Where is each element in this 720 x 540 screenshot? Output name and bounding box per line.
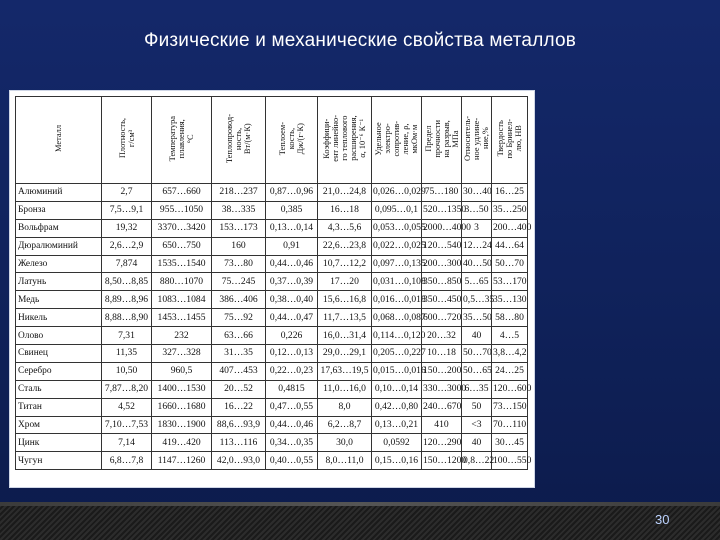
table-row — [16, 327, 528, 345]
value-cell: 1400…1530 — [152, 380, 212, 398]
header-label: Удельное электро- сопротив- ление, ρ, мкОм·м — [374, 120, 419, 157]
value-cell: 0,0592 — [372, 434, 422, 452]
value-cell: 11,0…16,0 — [318, 380, 372, 398]
value-cell: 16…18 — [318, 201, 372, 219]
value-cell: 7,31 — [102, 327, 152, 345]
value-cell: 53…170 — [492, 273, 528, 291]
header-cell — [318, 97, 372, 184]
value-cell: 19,32 — [102, 219, 152, 237]
value-cell: 350…450 — [422, 291, 462, 309]
value-cell: 3…50 — [462, 201, 492, 219]
value-cell: 150…200 — [422, 362, 462, 380]
value-cell: 386…406 — [212, 291, 266, 309]
value-cell: <3 — [462, 416, 492, 434]
value-cell: 657…660 — [152, 184, 212, 202]
header-cell — [212, 97, 266, 184]
value-cell: 0,44…0,46 — [266, 416, 318, 434]
value-cell: 0,34…0,35 — [266, 434, 318, 452]
value-cell: 410 — [422, 416, 462, 434]
value-cell: 7,874 — [102, 255, 152, 273]
value-cell: 35…130 — [492, 291, 528, 309]
value-cell: 75…180 — [422, 184, 462, 202]
metal-name-cell: Хром — [16, 416, 102, 434]
value-cell: 0,205…0,227 — [372, 345, 422, 363]
value-cell: 0,068…0,087 — [372, 309, 422, 327]
value-cell: 21,0…24,8 — [318, 184, 372, 202]
value-cell: 8,0 — [318, 398, 372, 416]
value-cell: 120…600 — [492, 380, 528, 398]
value-cell: 50 — [462, 398, 492, 416]
value-cell: 0,097…0,135 — [372, 255, 422, 273]
header-cell — [462, 97, 492, 184]
value-cell: 44…64 — [492, 237, 528, 255]
value-cell: 327…328 — [152, 345, 212, 363]
value-cell: 0,44…0,47 — [266, 309, 318, 327]
metal-name-cell: Цинк — [16, 434, 102, 452]
value-cell: 0,095…0,1 — [372, 201, 422, 219]
value-cell: 0,385 — [266, 201, 318, 219]
value-cell: 1453…1455 — [152, 309, 212, 327]
value-cell: 8,50…8,85 — [102, 273, 152, 291]
table-row — [16, 416, 528, 434]
header-label: Коэффици- ент линейно- го теплового расширения, α, 10⁻⁶ К⁻¹ — [322, 115, 367, 162]
value-cell: 407…453 — [212, 362, 266, 380]
metal-name-cell: Сталь — [16, 380, 102, 398]
value-cell: 70…110 — [492, 416, 528, 434]
metal-name-cell: Бронза — [16, 201, 102, 219]
table-row — [16, 362, 528, 380]
header-cell — [266, 97, 318, 184]
value-cell: 50…65 — [462, 362, 492, 380]
value-cell: 58…80 — [492, 309, 528, 327]
table-row — [16, 309, 528, 327]
metal-properties-table — [15, 96, 532, 470]
value-cell: 200…300 — [422, 255, 462, 273]
value-cell: 0,22…0,23 — [266, 362, 318, 380]
metal-name-cell: Железо — [16, 255, 102, 273]
value-cell: 120…540 — [422, 237, 462, 255]
value-cell: 50…70 — [492, 255, 528, 273]
value-cell: 40…50 — [462, 255, 492, 273]
value-cell: 4…5 — [492, 327, 528, 345]
value-cell: 8,89…8,96 — [102, 291, 152, 309]
value-cell: 419…420 — [152, 434, 212, 452]
value-cell: 0,053…0,055 — [372, 219, 422, 237]
value-cell: 0,226 — [266, 327, 318, 345]
table-row — [16, 273, 528, 291]
value-cell: 10,7…12,2 — [318, 255, 372, 273]
value-cell: 11,7…13,5 — [318, 309, 372, 327]
metal-name-cell: Олово — [16, 327, 102, 345]
metal-name-cell: Серебро — [16, 362, 102, 380]
value-cell: 4,52 — [102, 398, 152, 416]
value-cell: 3 — [462, 219, 492, 237]
value-cell: 153…173 — [212, 219, 266, 237]
value-cell: 0,015…0,016 — [372, 362, 422, 380]
value-cell: 0,114…0,120 — [372, 327, 422, 345]
value-cell: 160 — [212, 237, 266, 255]
value-cell: 10…18 — [422, 345, 462, 363]
header-label: Твердость по Бринел- лю, НВ — [496, 118, 523, 159]
value-cell: 40 — [462, 434, 492, 452]
value-cell: 16,0…31,4 — [318, 327, 372, 345]
value-cell: 75…245 — [212, 273, 266, 291]
value-cell: 10,50 — [102, 362, 152, 380]
value-cell: 0,016…0,018 — [372, 291, 422, 309]
value-cell: 350…850 — [422, 273, 462, 291]
value-cell: 17,63…19,5 — [318, 362, 372, 380]
table-row — [16, 201, 528, 219]
value-cell: 0,47…0,55 — [266, 398, 318, 416]
value-cell: 73…80 — [212, 255, 266, 273]
header-label: Относитель- ное удлине- ние,% — [463, 116, 490, 161]
value-cell: 218…237 — [212, 184, 266, 202]
value-cell: 0,10…0,14 — [372, 380, 422, 398]
value-cell: 0,15…0,16 — [372, 452, 422, 470]
value-cell: 12…24 — [462, 237, 492, 255]
metal-name-cell: Свинец — [16, 345, 102, 363]
value-cell: 63…66 — [212, 327, 266, 345]
header-label: Предел прочности на разрыв, МПа — [423, 119, 460, 158]
table-row — [16, 345, 528, 363]
value-cell: 20…32 — [422, 327, 462, 345]
value-cell: 0,38…0,40 — [266, 291, 318, 309]
value-cell: 3,8…4,2 — [492, 345, 528, 363]
header-cell — [492, 97, 528, 184]
value-cell: 50…70 — [462, 345, 492, 363]
header-cell — [16, 97, 102, 184]
value-cell: 0,8…22 — [462, 452, 492, 470]
value-cell: 35…250 — [492, 201, 528, 219]
header-cell — [102, 97, 152, 184]
table-row — [16, 255, 528, 273]
value-cell: 2,6…2,9 — [102, 237, 152, 255]
value-cell: 1660…1680 — [152, 398, 212, 416]
value-cell: 4,3…5,6 — [318, 219, 372, 237]
value-cell: 1147…1260 — [152, 452, 212, 470]
value-cell: 7,14 — [102, 434, 152, 452]
value-cell: 0,031…0,108 — [372, 273, 422, 291]
metal-name-cell: Чугун — [16, 452, 102, 470]
table-row — [16, 219, 528, 237]
value-cell: 600…720 — [422, 309, 462, 327]
value-cell: 2000…4000 — [422, 219, 462, 237]
table-frame — [9, 90, 535, 488]
metal-name-cell: Латунь — [16, 273, 102, 291]
value-cell: 75…92 — [212, 309, 266, 327]
table-row — [16, 380, 528, 398]
value-cell: 955…1050 — [152, 201, 212, 219]
value-cell: 16…25 — [492, 184, 528, 202]
value-cell: 0,12…0,13 — [266, 345, 318, 363]
header-label: Плотность, г/см³ — [117, 118, 136, 159]
table-row — [16, 237, 528, 255]
value-cell: 232 — [152, 327, 212, 345]
value-cell: 1083…1084 — [152, 291, 212, 309]
value-cell: 0,40…0,55 — [266, 452, 318, 470]
value-cell: 0,026…0,029 — [372, 184, 422, 202]
table-row — [16, 434, 528, 452]
value-cell: 240…670 — [422, 398, 462, 416]
value-cell: 24…25 — [492, 362, 528, 380]
value-cell: 6…35 — [462, 380, 492, 398]
metal-name-cell: Никель — [16, 309, 102, 327]
metal-name-cell: Дюралюминий — [16, 237, 102, 255]
header-label: Теплоем- кость, Дж/(г·К) — [278, 121, 305, 156]
value-cell: 1830…1900 — [152, 416, 212, 434]
slide-title: Физические и механические свойства металлов — [143, 30, 577, 51]
value-cell: 2,7 — [102, 184, 152, 202]
value-cell: 330…3000 — [422, 380, 462, 398]
value-cell: 15,6…16,8 — [318, 291, 372, 309]
page-number: 30 — [655, 512, 670, 527]
header-cell — [422, 97, 462, 184]
value-cell: 520…1350 — [422, 201, 462, 219]
value-cell: 7,5…9,1 — [102, 201, 152, 219]
value-cell: 35…50 — [462, 309, 492, 327]
footer-band — [0, 502, 720, 540]
value-cell: 200…400 — [492, 219, 528, 237]
metal-name-cell: Титан — [16, 398, 102, 416]
value-cell: 3370…3420 — [152, 219, 212, 237]
value-cell: 0,13…0,21 — [372, 416, 422, 434]
value-cell: 42,0…93,0 — [212, 452, 266, 470]
value-cell: 0,022…0,025 — [372, 237, 422, 255]
value-cell: 0,91 — [266, 237, 318, 255]
table-row — [16, 291, 528, 309]
table-row — [16, 452, 528, 470]
header-label: Температура плавления, °С — [168, 115, 195, 162]
value-cell: 880…1070 — [152, 273, 212, 291]
value-cell: 22,6…23,8 — [318, 237, 372, 255]
value-cell: 7,87…8,20 — [102, 380, 152, 398]
value-cell: 120…290 — [422, 434, 462, 452]
table-body — [16, 184, 532, 470]
metal-name-cell: Алюминий — [16, 184, 102, 202]
metal-name-cell: Вольфрам — [16, 219, 102, 237]
value-cell: 6,2…8,7 — [318, 416, 372, 434]
value-cell: 960,5 — [152, 362, 212, 380]
value-cell: 31…35 — [212, 345, 266, 363]
value-cell: 8,88…8,90 — [102, 309, 152, 327]
value-cell: 0,42…0,80 — [372, 398, 422, 416]
value-cell: 11,35 — [102, 345, 152, 363]
value-cell: 7,10…7,53 — [102, 416, 152, 434]
table-row — [16, 184, 528, 202]
value-cell: 38…335 — [212, 201, 266, 219]
value-cell: 40 — [462, 327, 492, 345]
value-cell: 113…116 — [212, 434, 266, 452]
metal-name-cell: Медь — [16, 291, 102, 309]
value-cell: 650…750 — [152, 237, 212, 255]
value-cell: 30…45 — [492, 434, 528, 452]
header-row — [16, 97, 528, 184]
header-label: Металл — [54, 125, 63, 152]
value-cell: 150…1200 — [422, 452, 462, 470]
header-cell — [372, 97, 422, 184]
header-label: Теплопровод- ность, Вт/(м·К) — [225, 113, 252, 164]
header-cell — [152, 97, 212, 184]
value-cell: 17…20 — [318, 273, 372, 291]
value-cell: 88,6…93,9 — [212, 416, 266, 434]
value-cell: 73…150 — [492, 398, 528, 416]
value-cell: 0,5…35 — [462, 291, 492, 309]
value-cell: 0,44…0,46 — [266, 255, 318, 273]
value-cell: 6,8…7,8 — [102, 452, 152, 470]
value-cell: 0,37…0,39 — [266, 273, 318, 291]
value-cell: 0,13…0,14 — [266, 219, 318, 237]
value-cell: 29,0…29,1 — [318, 345, 372, 363]
value-cell: 5…65 — [462, 273, 492, 291]
table-row — [16, 398, 528, 416]
value-cell: 100…550 — [492, 452, 528, 470]
value-cell: 30…40 — [462, 184, 492, 202]
value-cell: 30,0 — [318, 434, 372, 452]
value-cell: 16…22 — [212, 398, 266, 416]
value-cell: 1535…1540 — [152, 255, 212, 273]
value-cell: 8,0…11,0 — [318, 452, 372, 470]
value-cell: 0,4815 — [266, 380, 318, 398]
value-cell: 0,87…0,96 — [266, 184, 318, 202]
value-cell: 20…52 — [212, 380, 266, 398]
